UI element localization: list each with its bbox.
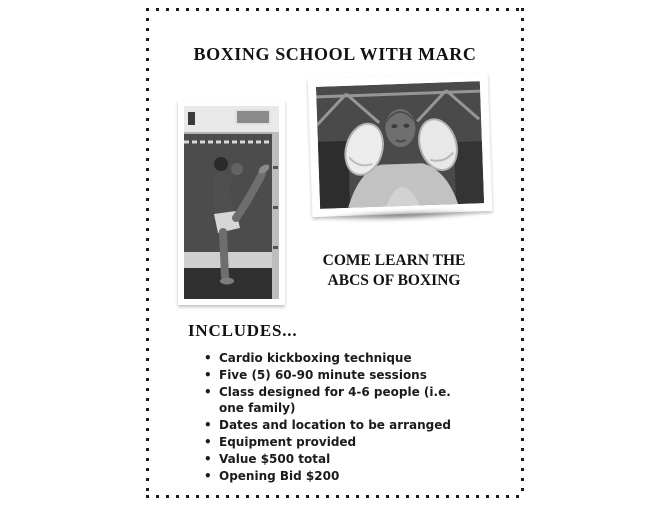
tagline [284,251,504,291]
list-item: • Opening Bid $200 [204,468,472,485]
tagline-line1: COME LEARN THE [322,252,466,269]
list-item: • Class designed for 4-6 people (i.e. one family) [204,384,472,418]
list-item: • Five (5) 60-90 minute sessions [204,367,472,384]
kickboxing-photo [178,100,285,305]
flyer-sheet [146,8,524,498]
kickboxing-photo-art [184,106,279,299]
boxer-gloves-photo [308,73,493,217]
list-item: • Equipment provided [204,434,472,451]
includes-heading: INCLUDES... [188,321,298,340]
includes-list [204,350,472,484]
list-item: • Dates and location to be arranged [204,417,472,434]
tagline-line2: ABCS OF BOXING [327,272,461,289]
boxer-gloves-photo-art [316,81,484,209]
list-item: • Cardio kickboxing technique [204,350,472,367]
list-item: • Value $500 total [204,451,472,468]
flyer-title: BOXING SCHOOL WITH MARC [193,44,477,64]
